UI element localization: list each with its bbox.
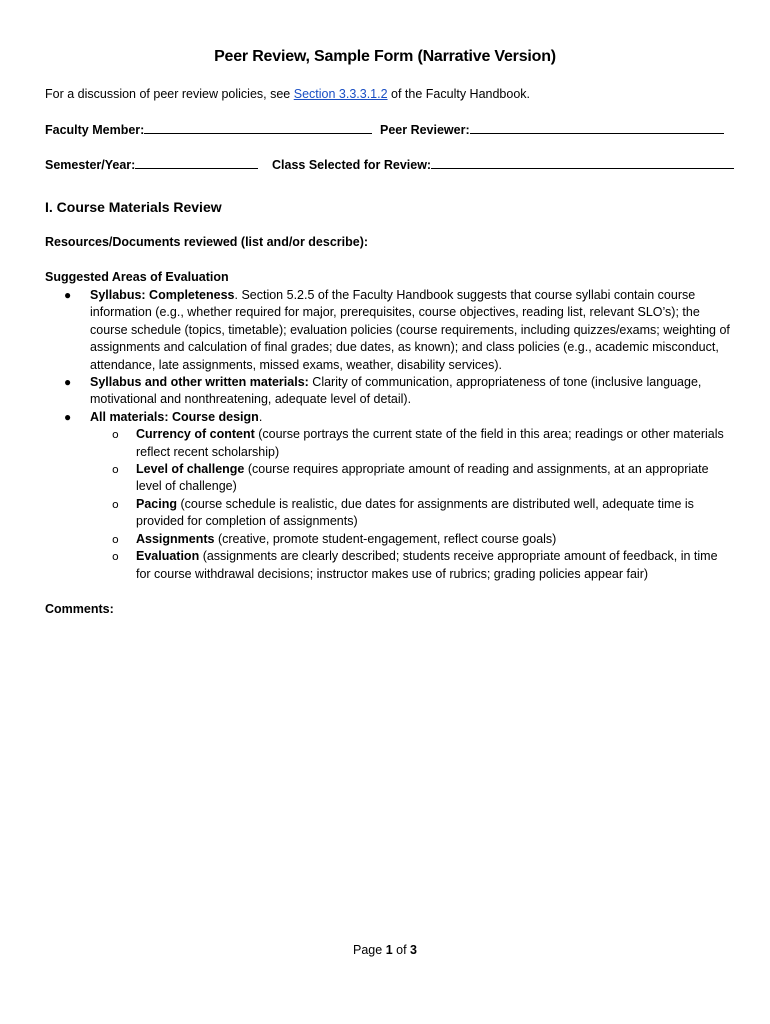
circle-bullet-icon: o xyxy=(112,497,119,511)
class-selected-label: Class Selected for Review: xyxy=(272,158,432,172)
sub-bullet-bold: Level of challenge xyxy=(136,462,245,477)
sub-bullet-pacing xyxy=(112,496,732,531)
sub-bullet-evaluation xyxy=(112,548,732,583)
section-heading: I. Course Materials Review xyxy=(45,199,222,215)
sub-bullet-text: (course schedule is realistic, due dates for assignments are distributed well, adequate time is provided for completion of assignments) xyxy=(136,496,694,529)
resources-label: Resources/Documents reviewed (list and/or describe): xyxy=(45,235,369,249)
peer-reviewer-label: Peer Reviewer: xyxy=(380,123,470,137)
sub-bullet-assignments xyxy=(112,531,732,548)
bullet-dot-icon: ● xyxy=(64,375,72,390)
semester-year-field[interactable] xyxy=(45,156,258,172)
page-title: Peer Review, Sample Form (Narrative Version) xyxy=(214,48,556,65)
bullet-text: Clarity of communication, appropriateness of tone (inclusive language, motivational and nonthreatening, adequate level of detail). xyxy=(90,375,702,407)
sub-bullet-text: (course portrays the current state of the field in this area; readings or other materials reflect recent scholarship) xyxy=(136,427,724,459)
sub-bullet-bold: Currency of content xyxy=(136,427,255,442)
footer-page-word: Page xyxy=(353,943,386,957)
evaluation-bullet-list xyxy=(62,287,732,583)
bullet-syllabus-completeness xyxy=(62,287,732,374)
suggested-areas-heading: Suggested Areas of Evaluation xyxy=(45,270,229,284)
peer-reviewer-blank[interactable] xyxy=(470,121,724,134)
bullet-course-design xyxy=(62,409,732,583)
bullet-text: . Section 5.2.5 of the Faculty Handbook suggests that course syllabi contain course information (e.g., whether required for major, prerequisites, course objectives, reading list, relevant SLO’s); the course schedule (topics, timetable); evaluation policies (course requirements, including quizzes/exams; weighting of assignments and calculation of final grades; due dates, as known); and class policies (e.g., academic misconduct, attendance, late assignments, missed exams, weather, disability services). xyxy=(90,288,730,372)
bullet-dot-icon: ● xyxy=(64,409,72,424)
faculty-reviewer-row xyxy=(45,121,730,141)
bullet-bold: Syllabus: Completeness xyxy=(90,288,235,302)
class-selected-blank[interactable] xyxy=(431,156,734,169)
circle-bullet-icon: o xyxy=(112,428,119,442)
footer-page-number: 1 xyxy=(385,943,393,957)
class-selected-field[interactable] xyxy=(272,156,734,172)
sub-bullet-text: (creative, promote student-engagement, reflect course goals) xyxy=(214,531,557,546)
bullet-dot-icon: ● xyxy=(64,288,72,302)
sub-bullet-bold: Pacing xyxy=(136,496,177,511)
circle-bullet-icon: o xyxy=(112,463,119,477)
footer-page-total: 3 xyxy=(410,943,417,957)
handbook-section-link[interactable]: Section 3.3.3.1.2 xyxy=(293,87,388,101)
sub-bullet-challenge xyxy=(112,461,732,496)
peer-reviewer-field[interactable] xyxy=(380,121,724,137)
footer-of-word: of xyxy=(392,943,411,957)
faculty-member-blank[interactable] xyxy=(144,121,372,134)
sub-bullet-text: (course requires appropriate amount of reading and assignments, at an appropriate level of challenge) xyxy=(136,462,709,494)
bullet-written-materials xyxy=(62,374,732,409)
sub-bullet-text: (assignments are clearly described; students receive appropriate amount of feedback, in time for course withdrawal decisions; instructor makes use of rubrics; grading policies appear fair) xyxy=(136,549,718,581)
semester-year-blank[interactable] xyxy=(135,156,258,169)
semester-year-label: Semester/Year: xyxy=(45,158,136,172)
intro-text-after: of the Faculty Handbook. xyxy=(387,87,531,101)
bullet-bold: All materials: Course design xyxy=(90,409,259,424)
page-footer xyxy=(0,943,770,957)
course-design-sub-list xyxy=(90,426,732,583)
bullet-text: . xyxy=(258,409,263,424)
sub-bullet-bold: Assignments xyxy=(136,531,215,546)
circle-bullet-icon: o xyxy=(112,532,119,546)
sub-bullet-currency xyxy=(112,426,732,461)
intro-paragraph xyxy=(45,87,530,101)
comments-label: Comments: xyxy=(45,602,114,616)
intro-text-before: For a discussion of peer review policies, see xyxy=(45,87,294,101)
sub-bullet-bold: Evaluation xyxy=(136,549,200,564)
semester-class-row xyxy=(45,156,730,176)
faculty-member-label: Faculty Member: xyxy=(45,123,145,137)
faculty-member-field[interactable] xyxy=(45,121,372,137)
bullet-bold: Syllabus and other written materials: xyxy=(90,375,309,390)
circle-bullet-icon: o xyxy=(112,550,119,564)
